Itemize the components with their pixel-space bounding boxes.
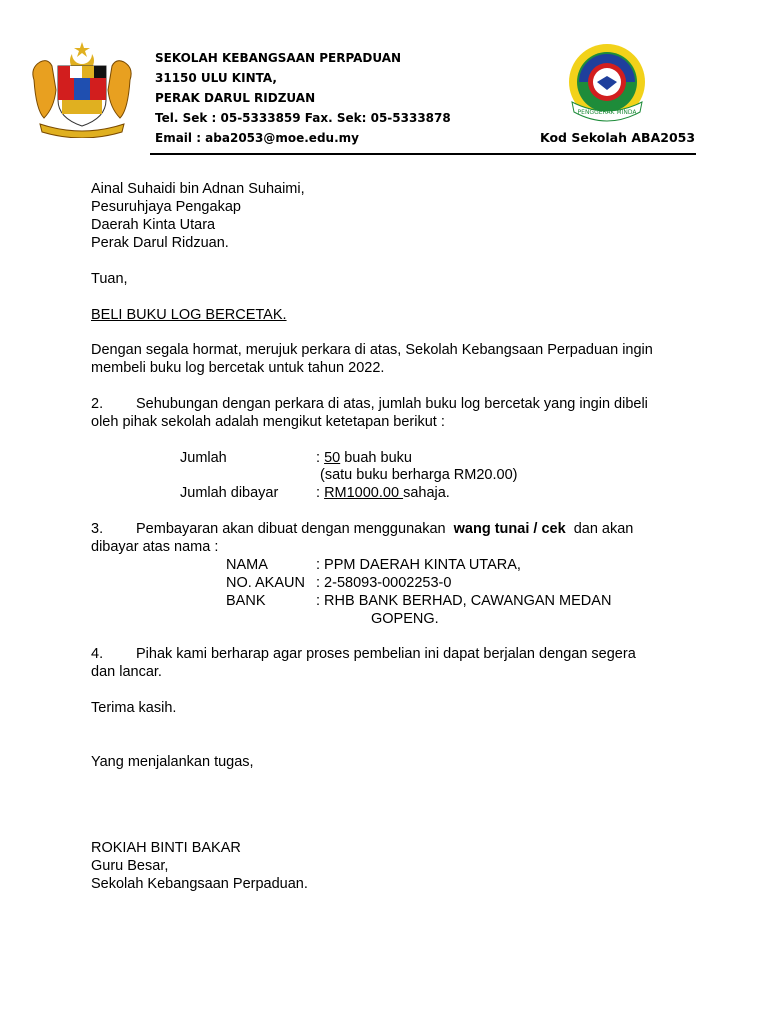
signatory-title: Guru Besar, [91,858,169,874]
salutation: Tuan, [91,271,128,287]
address-line-2: PERAK DARUL RIDZUAN [155,91,316,105]
paragraph-4-line-2: dan lancar. [91,664,162,680]
paragraph-3-text-b: dan akan [573,521,634,537]
telephone-fax: Tel. Sek : 05-5333859 Fax. Sek: 05-5333878 [155,111,451,125]
paragraph-3-text-a: Pembayaran akan dibuat dengan menggunakan [136,521,446,537]
closing-remark: Terima kasih. [91,700,177,716]
paragraph-3-number: 3. [91,521,104,537]
bank-name-value: : RHB BANK BERHAD, CAWANGAN MEDAN [316,593,612,609]
recipient-line-4: Perak Darul Ridzuan. [91,235,229,251]
bank-akaun-label: NO. AKAUN [226,575,305,591]
school-code: Kod Sekolah ABA2053 [540,130,696,145]
paragraph-4-line-1: Pihak kami berharap agar proses pembelian ini dapat berjalan dengan segera [136,646,636,662]
header-divider [150,153,696,155]
paragraph-3-line-1 [136,520,633,538]
school-logo-ribbon: PENGGERAK MINDA [577,109,637,116]
subject-line: BELI BUKU LOG BERCETAK. [91,307,287,323]
paragraph-2-line-1: Sehubungan dengan perkara di atas, jumlah buku log bercetak yang ingin dibeli [136,396,648,412]
jumlah-colon: : [316,450,321,466]
national-crest-logo [26,40,138,138]
recipient-line-2: Pesuruhjaya Pengakap [91,199,241,215]
dibayar-suffix: sahaja. [403,485,450,501]
school-name: SEKOLAH KEBANGSAAN PERPADUAN [155,51,402,65]
school-logo [566,42,648,132]
jumlah-label: Jumlah [180,450,227,466]
paragraph-3-bold-payment-method: wang tunai / cek [453,521,566,537]
paragraph-2-number: 2. [91,396,104,412]
signatory-name: ROKIAH BINTI BAKAR [91,840,241,856]
recipient-line-1: Ainal Suhaidi bin Adnan Suhaimi, [91,181,305,197]
bank-name-label: BANK [226,593,266,609]
bank-name-value-cont: GOPENG. [371,611,439,627]
bank-akaun-value: : 2-58093-0002253-0 [316,575,452,591]
paragraph-1-line-1: Dengan segala hormat, merujuk perkara di atas, Sekolah Kebangsaan Perpaduan ingin [91,342,653,358]
bank-nama-label: NAMA [226,557,268,573]
paragraph-1-line-2: membeli buku log bercetak untuk tahun 2022. [91,360,385,376]
jumlah-unit: buah buku [344,450,412,466]
paragraph-2-line-2: oleh pihak sekolah adalah mengikut ketetapan berikut : [91,414,445,430]
dibayar-colon: : [316,485,321,501]
jumlah-quantity: 50 [324,450,341,466]
paragraph-3-line-2: dibayar atas nama : [91,539,219,555]
signatory-organization: Sekolah Kebangsaan Perpaduan. [91,876,308,892]
email-address: Email : aba2053@moe.edu.my [155,131,359,145]
signoff: Yang menjalankan tugas, [91,754,254,770]
jumlah-dibayar-value [316,484,450,502]
jumlah-dibayar-label: Jumlah dibayar [180,485,279,501]
bank-nama-value: : PPM DAERAH KINTA UTARA, [316,557,521,573]
dibayar-amount: RM1000.00 [324,485,404,501]
jumlah-value [316,449,412,467]
address-line-1: 31150 ULU KINTA, [155,71,277,85]
recipient-line-3: Daerah Kinta Utara [91,217,216,233]
paragraph-4-number: 4. [91,646,104,662]
jumlah-note: (satu buku berharga RM20.00) [320,467,518,483]
